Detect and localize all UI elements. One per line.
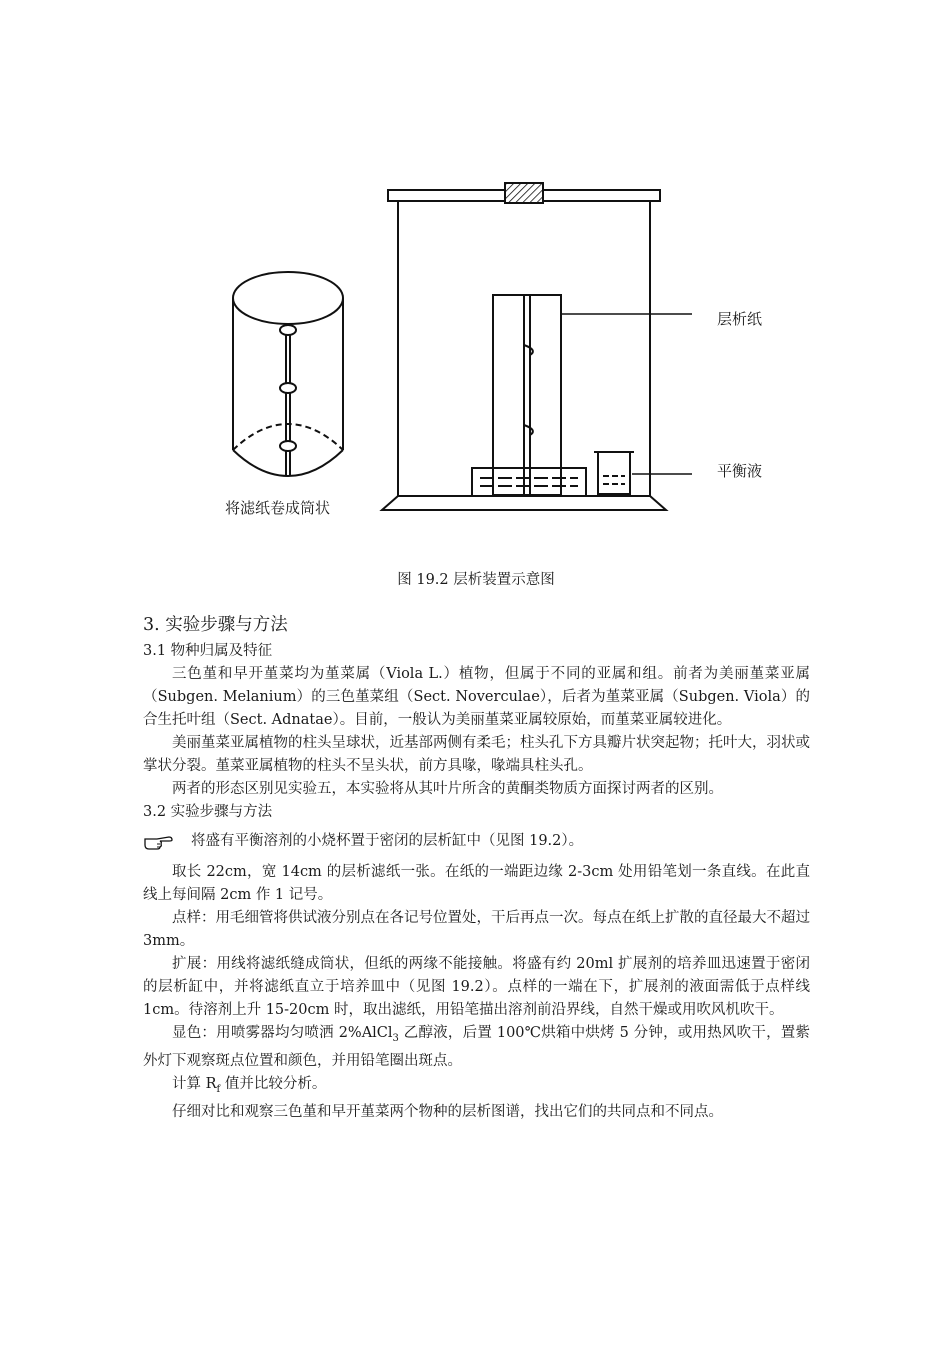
label-roll-paper: 将滤纸卷成筒状	[225, 499, 331, 517]
paragraph-morphology: 美丽堇菜亚属植物的柱头呈球状，近基部两侧有柔毛；柱头孔下方具瓣片状突起物；托叶大，羽状或掌状分裂。堇菜亚属植物的柱头不呈头状，前方具喙，喙端具柱头孔。	[143, 735, 810, 774]
rolled-paper-cylinder	[233, 272, 343, 476]
pointing-hand-icon	[143, 833, 173, 851]
paragraph-comparison: 两者的形态区别见实验五，本实验将从其叶片所含的黄酮类物质方面探讨两者的区别。	[172, 781, 723, 797]
small-beaker	[594, 452, 634, 494]
paragraph-coloration: 显色：用喷雾器均匀喷洒 2%AlCl$_3$ 乙醇液，后置 100℃烘箱中烘烤 5 分钟，或用热风吹干，置紫外灯下观察斑点位置和颜色，并用铅笔圈出斑点。	[143, 1025, 811, 1069]
pointing-step	[143, 830, 810, 853]
paper-strip	[493, 295, 561, 495]
paragraph-spotting: 点样：用毛细管将供试液分别点在各记号位置处，干后再点一次。每点在纸上扩散的直径最大不超过 3mm。	[143, 910, 810, 949]
apparatus-diagram	[180, 170, 820, 540]
paragraph-paper-prep: 取长 22cm，宽 14cm 的层析滤纸一张。在纸的一端距边缘 2-3cm 处用铅笔划一条直线。在此直线上每间隔 2cm 作 1 记号。	[143, 864, 810, 903]
section-3	[143, 612, 810, 1124]
paragraph-development: 扩展：用线将滤纸缝成筒状，但纸的两缘不能接触。将盛有约 20ml 扩展剂的培养皿迅速置于密闭的层析缸中，并将滤纸直立于培养皿中（见图 19.2）。点样的一端在下，扩展剂的液面需低于点样线 1cm。待溶剂上升 15-20cm 时，取出滤纸，用铅笔描出溶剂前沿界线，自然干燥或用吹风机吹干。	[143, 956, 810, 1018]
label-chromatography-paper: 层析纸	[717, 310, 763, 328]
figure-caption: 图 19.2 层析装置示意图	[397, 572, 555, 588]
label-equilibrium-solution: 平衡液	[717, 462, 763, 480]
subsection-3-2-heading: 3.2 实验步骤与方法	[143, 804, 273, 820]
step-place-beaker: 将盛有平衡溶剂的小烧杯置于密闭的层析缸中（见图 19.2）。	[191, 833, 584, 849]
paragraph-rf-calculation: 计算 $R_f$ 值并比较分析。	[172, 1075, 327, 1095]
chromatography-apparatus-figure	[180, 170, 820, 540]
section-heading: 3. 实验步骤与方法	[143, 615, 288, 635]
subsection-3-1-heading: 3.1 物种归属及特征	[143, 643, 273, 659]
paragraph-analysis: 仔细对比和观察三色堇和早开堇菜两个物种的层析图谱，找出它们的共同点和不同点。	[172, 1103, 723, 1120]
paragraph-taxonomy: 三色堇和早开堇菜均为堇菜属（Viola L.）植物，但属于不同的亚属和组。前者为美丽堇菜亚属（Subgen. Melanium）的三色堇菜组（Sect. Noverculae），后者为堇菜亚属（Subgen. Viola）的合生托叶组（Sect. Adnatae）。目前，一般认为美丽堇菜亚属较原始，而堇菜亚属较进化。	[143, 666, 810, 728]
